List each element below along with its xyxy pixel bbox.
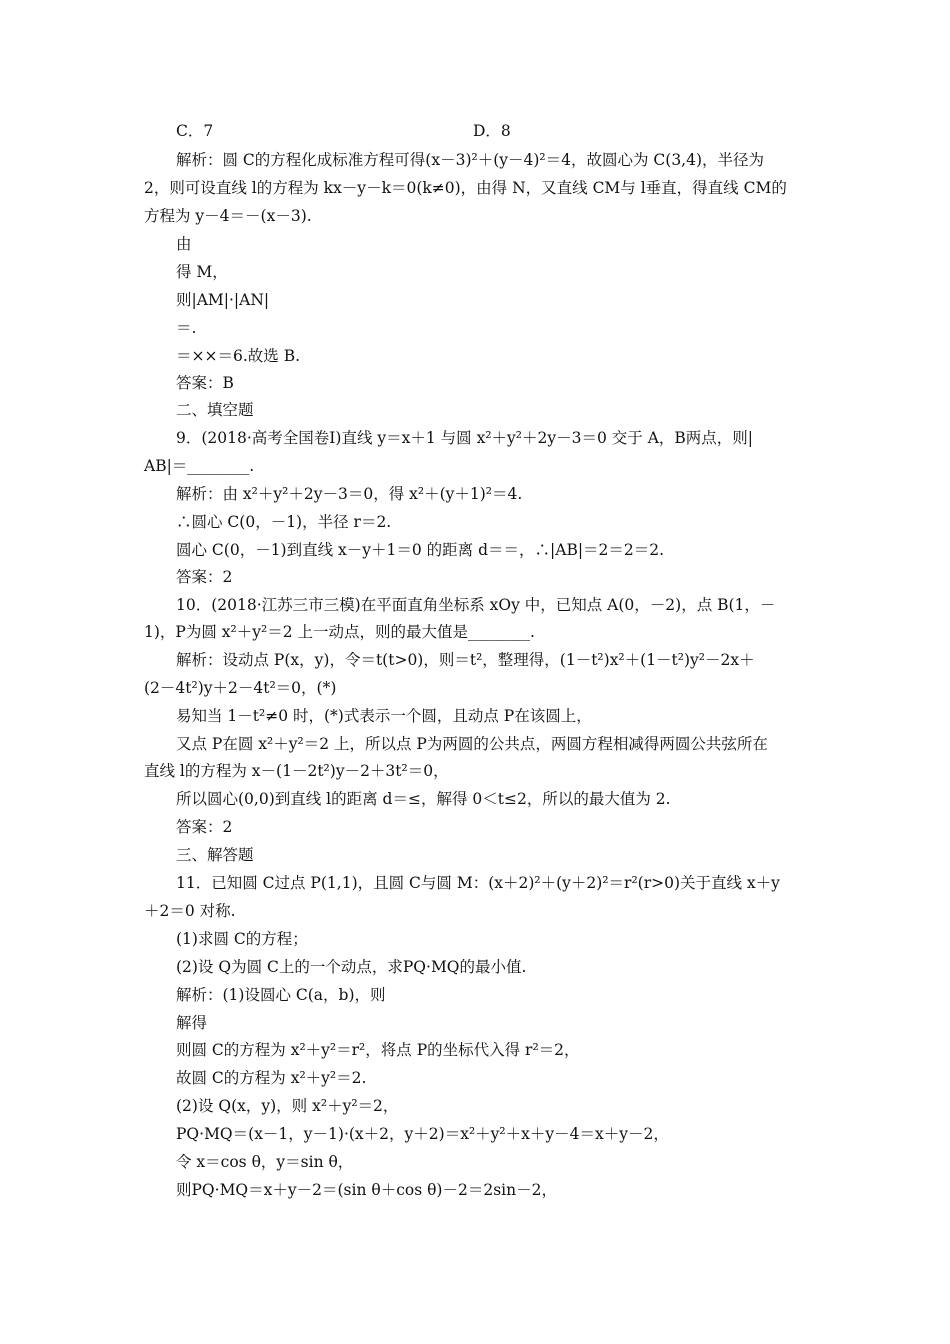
text-line: 解析：由 x²＋y²＋2y－3＝0，得 x²＋(y＋1)²＝4.: [176, 485, 523, 503]
text-line: 故圆 C的方程为 x²＋y²＝2.: [176, 1069, 367, 1087]
text-line: 2，则可设直线 l的方程为 kx－y－k＝0(k≠0)，由得 N，又直线 CM与 l垂直，得直线 CM的: [144, 179, 787, 197]
text-line: 由: [176, 235, 192, 253]
text-line: 则|AM|·|AN|: [176, 291, 270, 309]
question-9: 9．(2018·高考全国卷Ⅰ)直线 y＝x＋1 与圆 x²＋y²＋2y－3＝0 交于 A，B两点，则|: [176, 429, 754, 447]
text-line: (2－4t²)y＋2－4t²＝0，(*): [144, 679, 337, 697]
question-10: 10．(2018·江苏三市三模)在平面直角坐标系 xOy 中，已知点 A(0，－2)，点 B(1，－: [176, 596, 776, 614]
section-heading: 二、填空题: [176, 401, 254, 419]
text-line: 又点 P在圆 x²＋y²＝2 上，所以点 P为两圆的公共点，两圆方程相减得两圆公共弦所在: [176, 735, 768, 753]
option-d: D．8: [473, 122, 511, 140]
text-line: 解析：圆 C的方程化成标准方程可得(x－3)²＋(y－4)²＝4，故圆心为 C(3,4)，半径为: [176, 151, 765, 169]
text-line: 解析：设动点 P(x，y)，令＝t(t>0)，则＝t²，整理得，(1－t²)x²＋(1－t²)y²－2x＋: [176, 651, 755, 669]
text-line: ∴圆心 C(0，－1)，半径 r＝2.: [176, 513, 392, 531]
option-c: C．7: [176, 122, 214, 140]
answer-line: 答案：2: [176, 818, 233, 836]
text-line: 解得: [176, 1014, 208, 1032]
text-line: 得 M，: [176, 263, 228, 281]
text-line: 1)，P为圆 x²＋y²＝2 上一动点，则的最大值是________.: [144, 623, 535, 641]
text-line: 直线 l的方程为 x－(1－2t²)y－2＋3t²＝0，: [144, 762, 449, 780]
text-line: 方程为 y－4＝－(x－3).: [144, 207, 312, 225]
answer-line: 答案：B: [176, 374, 234, 392]
answer-line: 答案：2: [176, 568, 233, 586]
text-line: ＝.: [176, 319, 197, 337]
text-line: 解析：(1)设圆心 C(a，b)，则: [176, 986, 386, 1004]
text-line: (2)设 Q(x，y)，则 x²＋y²＝2，: [176, 1097, 399, 1115]
text-line: ＋2＝0 对称.: [144, 902, 236, 920]
text-line: PQ·MQ＝(x－1，y－1)·(x＋2，y＋2)＝x²＋y²＋x＋y－4＝x＋y－2，: [176, 1125, 669, 1143]
text-line: 则PQ·MQ＝x＋y－2＝(sin θ＋cos θ)－2＝2sin－2，: [176, 1181, 557, 1199]
text-line: ＝××＝6.故选 B.: [176, 347, 301, 365]
text-line: AB|＝________.: [144, 457, 255, 475]
text-line: (2)设 Q为圆 C上的一个动点，求PQ·MQ的最小值.: [176, 958, 527, 976]
text-line: 则圆 C的方程为 x²＋y²＝r²，将点 P的坐标代入得 r²＝2，: [176, 1041, 580, 1059]
text-line: 圆心 C(0，－1)到直线 x－y＋1＝0 的距离 d＝＝，∴|AB|＝2＝2＝2.: [176, 541, 665, 559]
text-line: 令 x＝cos θ，y＝sin θ，: [176, 1153, 354, 1171]
text-line: (1)求圆 C的方程；: [176, 930, 308, 948]
section-heading: 三、解答题: [176, 846, 254, 864]
question-11: 11．已知圆 C过点 P(1,1)，且圆 C与圆 M：(x＋2)²＋(y＋2)²＝r²(r>0)关于直线 x＋y: [176, 874, 780, 892]
text-line: 所以圆心(0,0)到直线 l的距离 d＝≤，解得 0＜t≤2，所以的最大值为 2.: [176, 790, 671, 808]
text-line: 易知当 1－t²≠0 时，(*)式表示一个圆，且动点 P在该圆上，: [176, 707, 592, 725]
